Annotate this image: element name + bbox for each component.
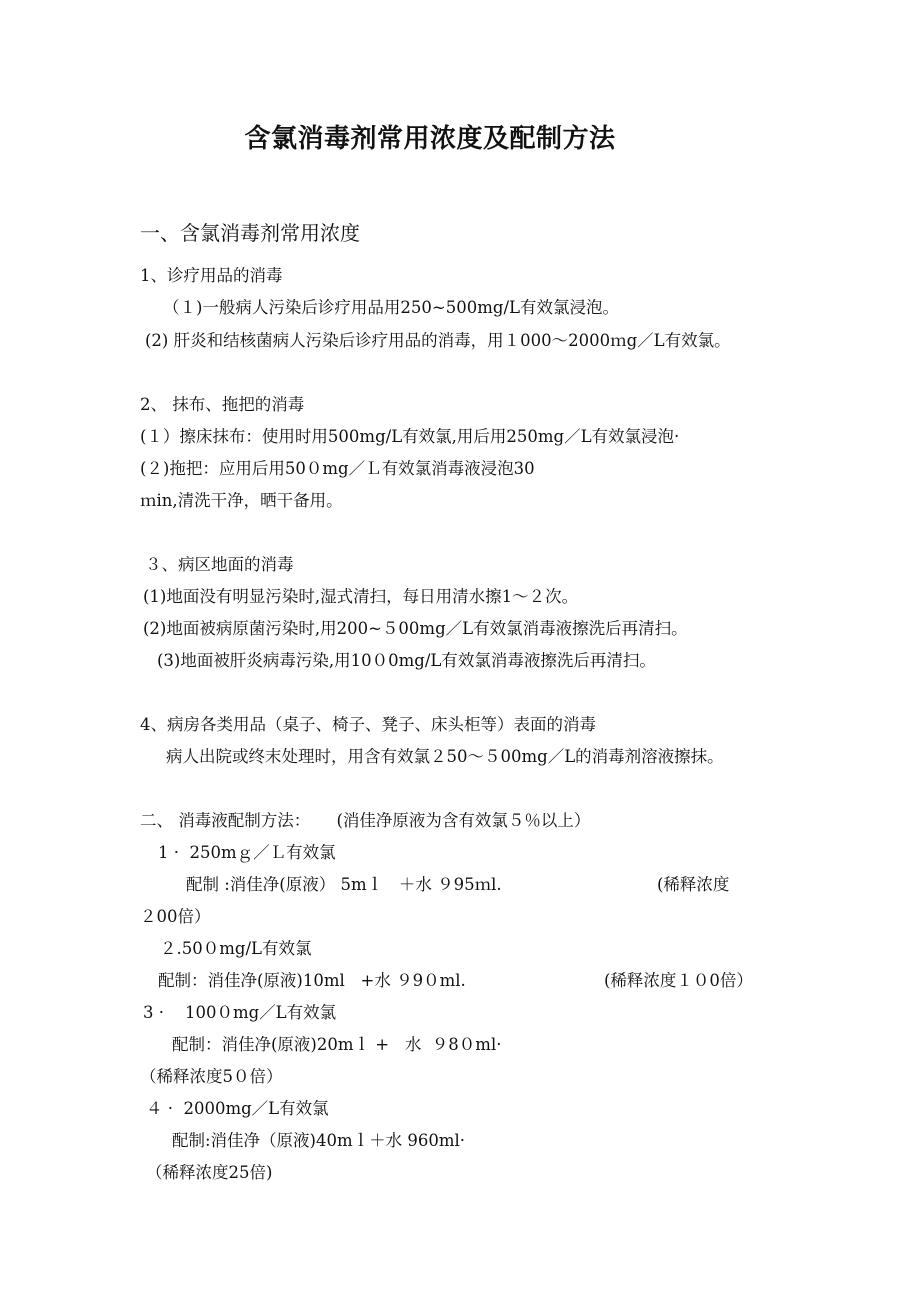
recipe-4-ratio: （稀释浓度25倍): [146, 1163, 273, 1182]
item-2-line-3: ｍin,清洗干净，晒干备用。: [140, 491, 343, 510]
item-1-line-2: (2) 肝炎和结核菌病人污染后诊疗用品的消毒，用１000～2000ｍg／L有效氯。: [145, 331, 731, 350]
item-4-line-1: 病人出院或终末处理时，用含有效氯２50～５00mg／L的消毒剂溶液擦抹。: [166, 747, 724, 766]
item-2-heading: 2、 抹布、拖把的消毒: [140, 395, 305, 414]
recipe-2-prep: 配制：消佳净(原液)10ml +水 ９9０ml.: [158, 971, 466, 990]
item-3-heading: ３、病区地面的消毒: [145, 555, 294, 574]
recipe-3-prep: 配制：消佳净(原液)20mｌ + 水 ９8０ml·: [172, 1035, 502, 1054]
recipe-4-prep: 配制:消佳净（原液)40mｌ＋水 960ml·: [172, 1131, 466, 1150]
item-4-heading: 4、病房各类用品（桌子、椅子、凳子、床头柜等）表面的消毒: [140, 715, 596, 734]
recipe-3-ratio: （稀释浓度5０倍）: [140, 1067, 283, 1086]
recipe-1-ratio: (稀释浓度: [657, 875, 730, 894]
section-1-heading: 一、含氯消毒剂常用浓度: [140, 221, 360, 245]
section-2-heading: 二、 消毒液配制方法： (消佳净原液为含有效氯５％以上）: [140, 811, 591, 830]
item-3-line-3: (3)地面被肝炎病毒污染,用10０0mg/L有效氯消毒液擦洗后再清扫。: [157, 651, 656, 670]
recipe-4-title: ４ · 2000mg／L有效氯: [146, 1099, 329, 1118]
recipe-2-title: ２.50０mg/L有效氯: [160, 939, 312, 958]
item-1-heading: 1、诊疗用品的消毒: [140, 266, 283, 285]
recipe-3-title: 3 · 100０mg／L有效氯: [143, 1003, 337, 1022]
item-2-line-1: (１）擦床抹布：使用时用500mg/L有效氯,用后用250mg／L有效氯浸泡·: [140, 427, 680, 446]
page-title: 含氯消毒剂常用浓度及配制方法: [244, 124, 616, 154]
recipe-1-title: 1 · 250mｇ／Ｌ有效氯: [158, 843, 336, 862]
recipe-1-ratio-cont: ２00倍）: [140, 907, 211, 926]
item-3-line-1: (1)地面没有明显污染时,湿式清扫，每日用清水擦1～２次。: [143, 587, 579, 606]
recipe-2-ratio: (稀释浓度１０0倍）: [604, 971, 753, 990]
recipe-1-prep: 配制 :消佳净(原液） 5mｌ ＋水 ９95ｍl.: [186, 875, 502, 894]
item-2-line-2: (２)拖把：应用后用50０mg／Ｌ有效氯消毒液浸泡30: [140, 459, 535, 478]
item-3-line-2: (2)地面被病原菌污染时,用200~５00mg／L有效氯消毒液擦洗后再清扫。: [143, 619, 688, 638]
item-1-line-1: （１)一般病人污染后诊疗用品用250~500mg/L有效氯浸泡。: [163, 298, 619, 317]
